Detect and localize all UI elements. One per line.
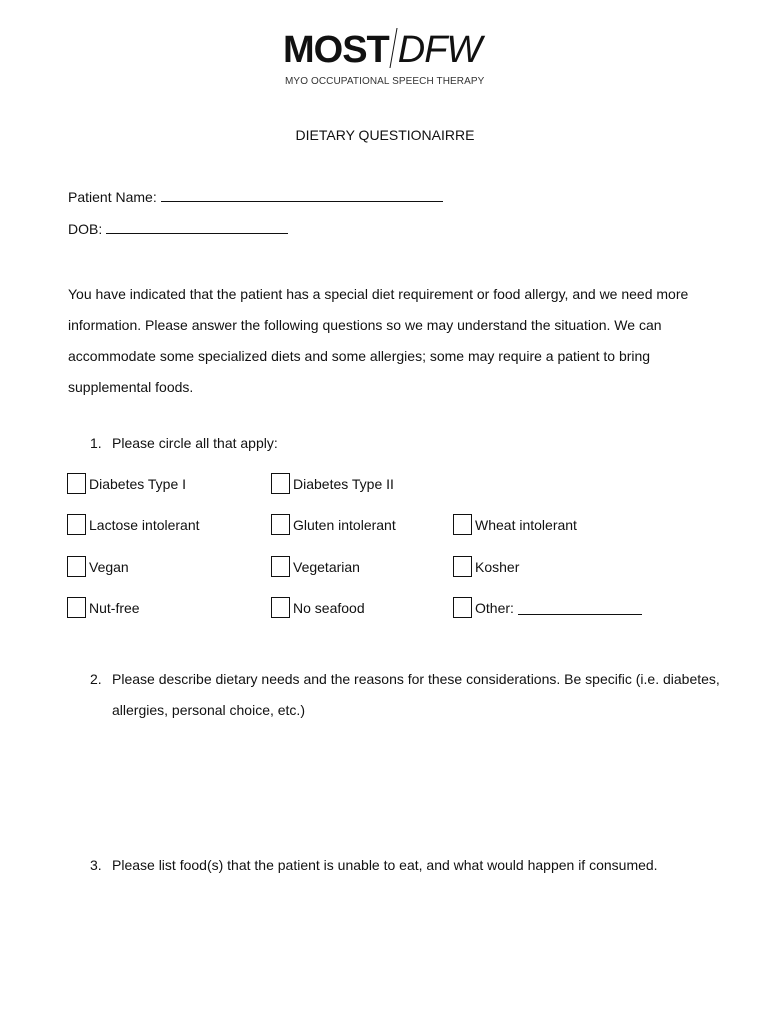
logo-divider	[389, 28, 397, 68]
checkbox[interactable]	[453, 597, 472, 618]
checkbox[interactable]	[271, 473, 290, 494]
question-3-text: Please list food(s) that the patient is unable to eat, and what would happen if consumed.	[112, 857, 658, 873]
option-vegan[interactable]	[67, 556, 129, 577]
option-label: Gluten intolerant	[293, 516, 396, 533]
option-label: Diabetes Type I	[89, 475, 187, 492]
option-other[interactable]	[453, 597, 642, 618]
option-label: Vegan	[89, 558, 129, 575]
document-title: DIETARY QUESTIONAIRRE	[295, 127, 475, 143]
question-1	[90, 428, 278, 459]
checkbox[interactable]	[67, 597, 86, 618]
option-wheat-intolerant[interactable]	[453, 514, 577, 535]
option-no-seafood[interactable]	[271, 597, 365, 618]
most-dfw-logo	[283, 28, 493, 90]
dob-field	[68, 220, 288, 237]
checkbox[interactable]	[271, 514, 290, 535]
question-3-number: 3.	[90, 857, 102, 873]
option-label: Diabetes Type II	[293, 475, 394, 492]
option-label: No seafood	[293, 599, 365, 616]
other-input-line[interactable]	[518, 601, 642, 615]
logo-dfw: DFW	[397, 29, 482, 71]
question-1-text: Please circle all that apply:	[112, 435, 278, 451]
dob-label: DOB:	[68, 221, 103, 237]
patient-name-input-line[interactable]	[161, 188, 443, 202]
option-nut-free[interactable]	[67, 597, 140, 618]
checkbox[interactable]	[271, 556, 290, 577]
checkbox[interactable]	[453, 556, 472, 577]
checkbox[interactable]	[453, 514, 472, 535]
checkbox[interactable]	[271, 597, 290, 618]
option-label: Lactose intolerant	[89, 516, 200, 533]
question-2-number: 2.	[90, 671, 102, 687]
intro-paragraph: You have indicated that the patient has a special diet requirement or food allergy, and we need more information. Please answer the following questions so we may understand the situation. We can accommodate some specialized diets and some allergies; some may require a patient to bring supplemental foods.	[68, 286, 689, 395]
logo-subtitle: MYO OCCUPATIONAL SPEECH THERAPY	[285, 76, 485, 87]
question-2-text: Please describe dietary needs and the reasons for these considerations. Be specific (i.e. diabetes, allergies, personal choice, etc.)	[112, 671, 720, 718]
option-label: Wheat intolerant	[475, 516, 577, 533]
option-vegetarian[interactable]	[271, 556, 360, 577]
option-diabetes-type-1[interactable]	[67, 473, 186, 494]
option-label: Other:	[475, 599, 514, 616]
checkbox[interactable]	[67, 514, 86, 535]
patient-name-field	[68, 188, 443, 205]
question-1-number: 1.	[90, 435, 102, 451]
logo-most: MOST	[283, 29, 389, 71]
option-label: Kosher	[475, 558, 520, 575]
option-label: Vegetarian	[293, 558, 360, 575]
option-kosher[interactable]	[453, 556, 519, 577]
patient-name-label: Patient Name:	[68, 189, 157, 205]
option-diabetes-type-2[interactable]	[271, 473, 394, 494]
checkbox[interactable]	[67, 473, 86, 494]
question-3	[90, 850, 658, 881]
option-gluten-intolerant[interactable]	[271, 514, 396, 535]
checkbox[interactable]	[67, 556, 86, 577]
logo-wordmark	[283, 28, 481, 72]
question-2	[90, 664, 732, 726]
option-lactose-intolerant[interactable]	[67, 514, 200, 535]
option-label: Nut-free	[89, 599, 140, 616]
dob-input-line[interactable]	[106, 220, 288, 234]
